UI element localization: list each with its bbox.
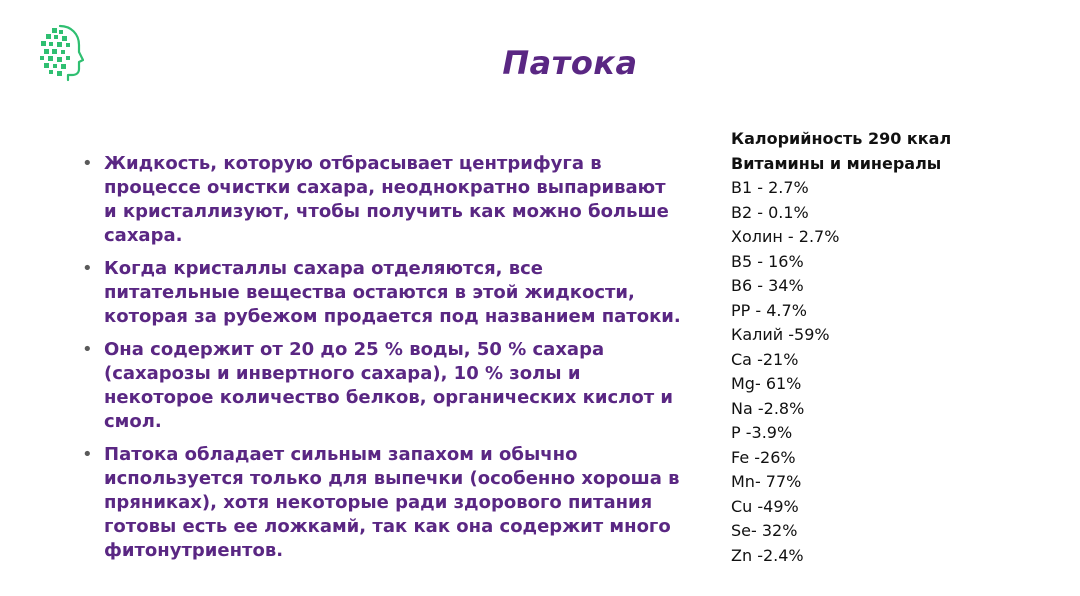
- nutrient-item: В2 - 0.1%: [731, 202, 809, 222]
- bullet-item: [82, 152, 682, 248]
- nutrient-item: Mn- 77%: [731, 472, 802, 491]
- nutrient-item: Fe -26%: [731, 447, 796, 467]
- bullet-text: Когда кристаллы сахара отделяются, все питательные вещества остаются в этой жидкости, которая за рубежом продается под названием патоки.: [104, 258, 681, 327]
- nutrient-item: Na -2.8%: [731, 398, 805, 418]
- bullet-item: [82, 443, 682, 563]
- nutrient-item: Cu -49%: [731, 496, 799, 516]
- bullet-list: [82, 152, 682, 572]
- nutrient-item: Mg- 61%: [731, 374, 802, 393]
- slide-title: Патока: [502, 44, 638, 82]
- bullet-marker: •: [82, 339, 93, 360]
- nutrient-item: Р -3.9%: [731, 423, 793, 442]
- bullet-text: Она содержит от 20 до 25 % воды, 50 % сахара (сахарозы и инвертного сахара), 10 % золы и некоторое количество белков, органических кислот и смол.: [104, 339, 674, 432]
- bullet-marker: •: [82, 444, 93, 465]
- nutrient-item: В1 - 2.7%: [731, 178, 809, 197]
- nutrient-item: Холин - 2.7%: [731, 227, 840, 246]
- vitamins-heading: Витамины и минералы: [731, 153, 942, 173]
- nutrient-item: В5 - 16%: [731, 251, 804, 271]
- nutrient-item: Zn -2.4%: [731, 545, 804, 565]
- nutrient-item: РР - 4.7%: [731, 300, 807, 320]
- nutrient-item: Калий -59%: [731, 325, 830, 344]
- bullet-item: [82, 257, 682, 329]
- calories-label: Калорийность 290 ккал: [731, 129, 952, 148]
- bullet-text: Патока обладает сильным запахом и обычно используется только для выпечки (особенно хороша в пряниках), хотя некоторые ради здорового питания готовы есть ее ложкамй, так как она содержит много фитонутриентов.: [104, 444, 680, 561]
- nutrient-item: Se- 32%: [731, 521, 798, 540]
- bullet-text: Жидкость, которую отбрасывает центрифуга в процессе очистки сахара, неоднократно выпаривают и кристаллизуют, чтобы получить как можно больше сахара.: [104, 153, 669, 246]
- bullet-marker: •: [82, 153, 93, 174]
- nutrient-item: Са -21%: [731, 349, 799, 369]
- bullet-item: [82, 338, 682, 434]
- nutrition-panel: [731, 127, 1031, 568]
- nutrient-item: В6 - 34%: [731, 276, 804, 295]
- bullet-marker: •: [82, 258, 93, 279]
